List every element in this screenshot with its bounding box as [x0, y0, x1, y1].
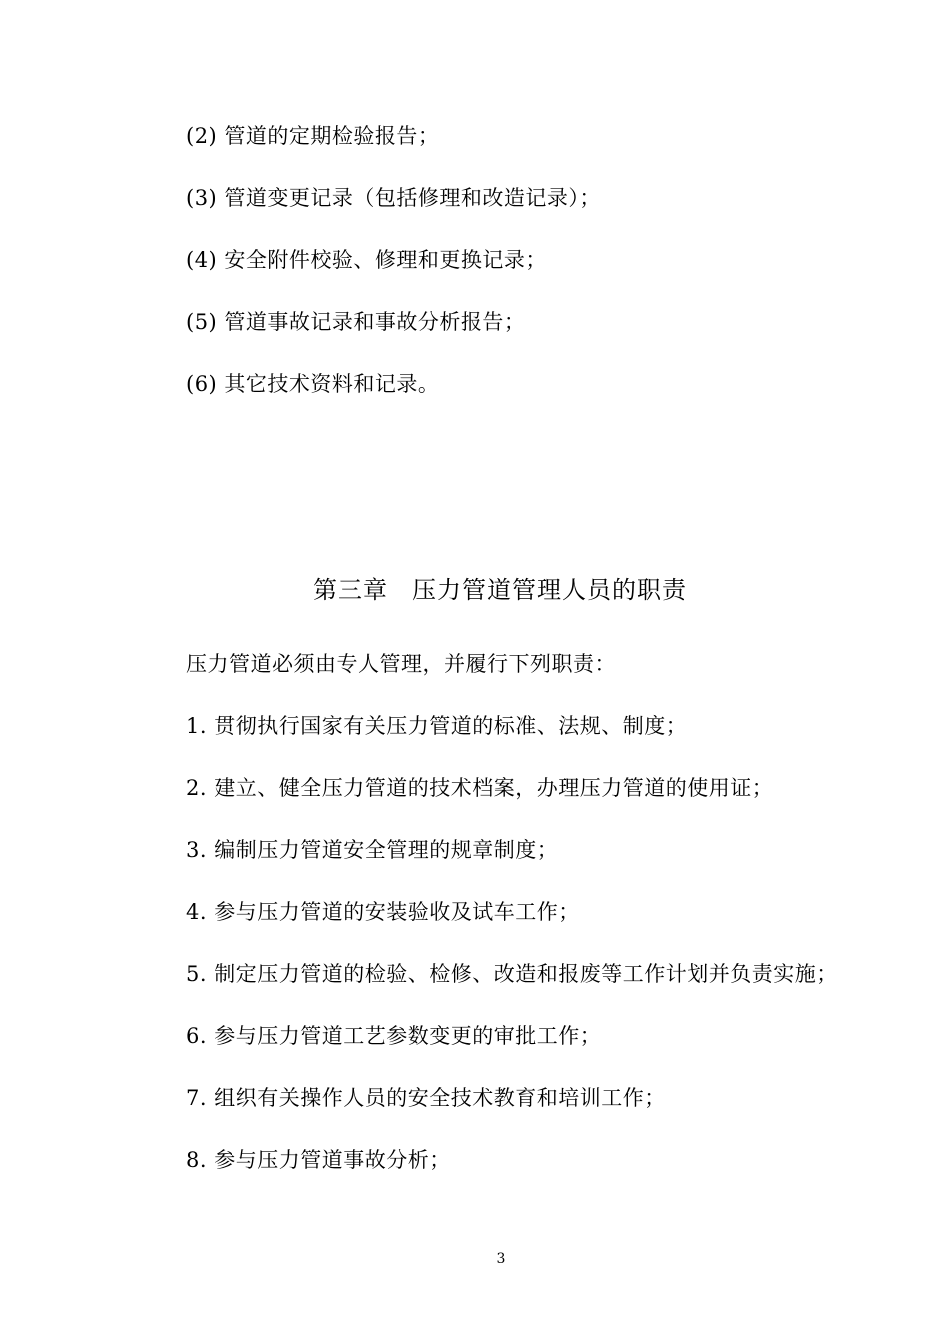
chapter-title: 压力管道管理人员的职责 — [412, 576, 687, 604]
chapter-number: 第三章 — [313, 576, 388, 604]
intro-paragraph: 压力管道必须由专人管理，并履行下列职责： — [186, 652, 616, 676]
records-item-3: (3) 管道变更记录（包括修理和改造记录）； — [186, 186, 601, 210]
chapter-heading — [0, 574, 950, 606]
records-item-5: (5) 管道事故记录和事故分析报告； — [186, 310, 526, 334]
duty-item-2: 2. 建立、健全压力管道的技术档案，办理压力管道的使用证； — [186, 776, 774, 800]
duty-item-8: 8. 参与压力管道事故分析； — [186, 1148, 451, 1172]
page-number: 3 — [496, 1251, 506, 1267]
duty-item-3: 3. 编制压力管道安全管理的规章制度； — [186, 838, 559, 862]
records-item-2: (2) 管道的定期检验报告； — [186, 124, 440, 148]
duty-item-5: 5. 制定压力管道的检验、检修、改造和报废等工作计划并负责实施； — [186, 962, 838, 986]
duty-item-1: 1. 贯彻执行国家有关压力管道的标准、法规、制度； — [186, 714, 688, 738]
duty-item-6: 6. 参与压力管道工艺参数变更的审批工作； — [186, 1024, 602, 1048]
records-item-4: (4) 安全附件校验、修理和更换记录； — [186, 248, 547, 272]
duty-item-4: 4. 参与压力管道的安装验收及试车工作； — [186, 900, 580, 924]
records-item-6: (6) 其它技术资料和记录。 — [186, 372, 440, 396]
duty-item-7: 7. 组织有关操作人员的安全技术教育和培训工作； — [186, 1086, 666, 1110]
